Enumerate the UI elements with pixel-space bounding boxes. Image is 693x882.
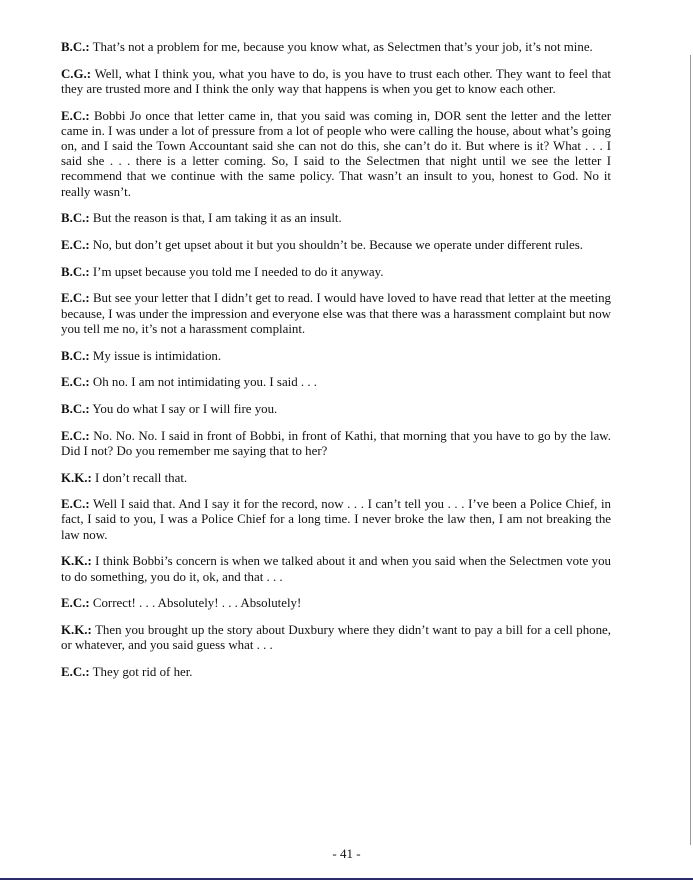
speaker-label: E.C.: <box>61 238 90 253</box>
speech-text: But the reason is that, I am taking it as an insult. <box>92 211 342 226</box>
speech-text: Well, what I think you, what you have to do, is you have to trust each other. They want to feel that they are trusted more and I think the only way that happens is when you get to know each other. <box>61 66 611 96</box>
transcript-entry <box>61 665 611 680</box>
speech-text: I don’t recall that. <box>95 470 188 485</box>
transcript-entry <box>61 265 611 280</box>
speaker-label: E.C.: <box>61 291 90 306</box>
speech-text: You do what I say or I will fire you. <box>92 401 278 416</box>
transcript-entry <box>61 596 611 611</box>
transcript-entry <box>61 554 611 584</box>
transcript-entry <box>61 375 611 390</box>
speaker-label: B.C.: <box>61 40 90 54</box>
speech-text: I’m upset because you told me I needed to do it anyway. <box>92 264 384 279</box>
scan-bottom-border <box>0 878 693 880</box>
speaker-label: K.K.: <box>61 554 92 569</box>
transcript-entry <box>61 429 611 459</box>
transcript-entry <box>61 238 611 253</box>
speaker-label: E.C.: <box>61 375 90 390</box>
speech-text: My issue is intimidation. <box>92 348 222 363</box>
page-edge-line <box>690 55 691 845</box>
speaker-label: C.G.: <box>61 66 92 81</box>
transcript-entry <box>61 67 611 97</box>
speech-text: But see your letter that I didn’t get to read. I would have loved to have read that letter at the meeting because, I was under the impression and everyone else was that there was a harassment complaint but now you tell me no, it’s not a harassment complaint. <box>61 291 611 336</box>
speaker-label: K.K.: <box>61 470 92 485</box>
speech-text: They got rid of her. <box>92 664 193 679</box>
transcript-entry <box>61 349 611 364</box>
transcript-entry <box>61 623 611 653</box>
speech-text: Oh no. I am not intimidating you. I said . . . <box>92 375 318 390</box>
speaker-label: B.C.: <box>61 348 90 363</box>
speaker-label: E.C.: <box>61 596 90 611</box>
speaker-label: B.C.: <box>61 401 90 416</box>
speech-text: No, but don’t get upset about it but you shouldn’t be. Because we operate under different rules. <box>92 238 583 253</box>
speaker-label: B.C.: <box>61 264 90 279</box>
transcript-entry <box>61 402 611 417</box>
speaker-label: B.C.: <box>61 211 90 226</box>
speech-text: Then you brought up the story about Duxbury where they didn’t want to pay a bill for a cell phone, or whatever, and you said guess what . . . <box>61 622 611 653</box>
speaker-label: E.C.: <box>61 428 90 443</box>
speech-text: I think Bobbi’s concern is when we talked about it and when you said when the Selectmen vote you to do something, you do it, ok, and that . . . <box>61 554 611 584</box>
speech-text: That’s not a problem for me, because you know what, as Selectmen that’s your job, it’s not mine. <box>92 40 593 54</box>
transcript-entry <box>61 109 611 200</box>
transcript-entry <box>61 40 611 55</box>
speaker-label: E.C.: <box>61 664 90 679</box>
speech-text: Bobbi Jo once that letter came in, that you said was coming in, DOR sent the letter and the letter came in. I was under a lot of pressure from a lot of people who were calling the house, about what’s going on, and I said the Town Accountant said she can not do this, she can’t do it. But where is it? What . . . I said she . . . there is a letter coming. So, I said to the Selectmen that night until we see the letter I recommend that we continue with the same policy. That wasn’t an insult to you, honest to God. No it really wasn’t. <box>61 108 612 199</box>
transcript-entry <box>61 211 611 226</box>
page-number: - 41 - <box>332 846 361 861</box>
speech-text: Well I said that. And I say it for the record, now . . . I can’t tell you . . . I’ve been a Police Chief, in fact, I said to you, I was a Police Chief for a long time. I never broke the law then, I am not breaking the law now. <box>61 497 611 542</box>
speech-text: Correct! . . . Absolutely! . . . Absolutely! <box>92 596 302 611</box>
speaker-label: K.K.: <box>61 622 92 637</box>
transcript-entry <box>61 497 611 543</box>
speaker-label: E.C.: <box>61 108 90 123</box>
speech-text: No. No. No. I said in front of Bobbi, in front of Kathi, that morning that you have to go by the law. Did I not? Do you remember me saying that to her? <box>61 428 611 458</box>
transcript-entry <box>61 291 611 337</box>
transcript-body <box>61 40 611 692</box>
transcript-entry <box>61 471 611 486</box>
speaker-label: E.C.: <box>61 497 90 512</box>
